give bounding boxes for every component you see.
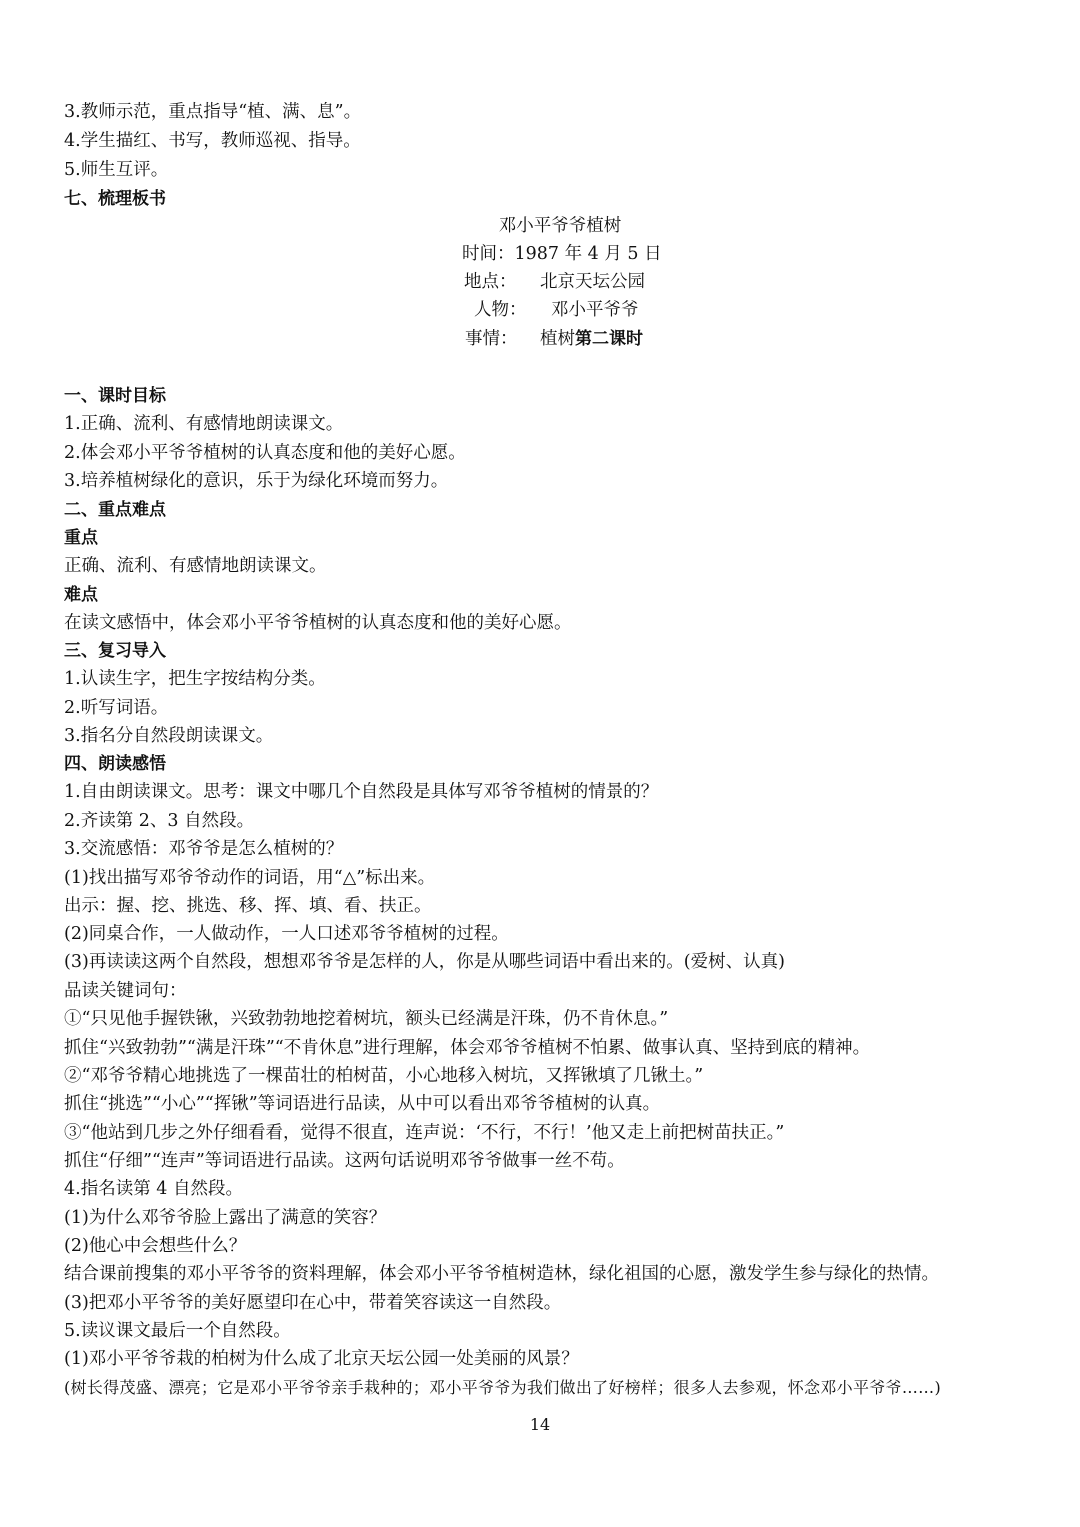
text-line: ①“只见他手握铁锹，兴致勃勃地挖着树坑，额头已经满是汗珠，仍不肯休息。” [64,1009,669,1029]
text-line: (2)他心中会想些什么？ [64,1236,247,1256]
text-line: 3.指名分自然段朗读课文。 [64,726,274,746]
text-line: 5.师生互评。 [64,160,169,180]
text-line: 3.培养植树绿化的意识，乐于为绿化环境而努力。 [64,471,449,491]
text-line: (3)再读读这两个自然段，想想邓爷爷是怎样的人，你是从哪些词语中看出来的。(爱树、认真) [64,952,785,972]
page-number: 14 [529,1415,551,1434]
subheading-difficult: 难点 [64,585,98,605]
section-heading-1: 一、课时目标 [64,386,166,406]
text-line: 1.正确、流利、有感情地朗读课文。 [64,414,344,434]
text-line: 品读关键词句： [64,981,187,1001]
text-line: 3.教师示范，重点指导“植、满、息”。 [64,102,362,122]
section-heading-board: 七、梳理板书 [64,189,166,209]
board-event [540,325,643,353]
text-line: ②“邓爷爷精心地挑选了一棵苗壮的柏树苗，小心地移入树坑，又挥锹填了几锹土。” [64,1066,704,1086]
board-time [462,240,662,268]
subheading-key: 重点 [64,528,98,548]
text-line: (1)为什么邓爷爷脸上露出了满意的笑容？ [64,1208,387,1228]
text-line: 2.听写词语。 [64,698,169,718]
text-line: 抓住“挑选”“小心”“挥锹”等词语进行品读，从中可以看出邓爷爷植树的认真。 [64,1094,661,1114]
text-line: 4.学生描红、书写，教师巡视、指导。 [64,131,361,151]
text-line: 2.体会邓小平爷爷植树的认真态度和他的美好心愿。 [64,443,466,463]
text-line: ③“他站到几步之外仔细看看，觉得不很直，连声说：‘不行，不行！’他又走上前把树苗扶正。” [64,1123,785,1143]
text-line: (树长得茂盛、漂亮；它是邓小平爷爷亲手栽种的；邓小平爷爷为我们做出了好榜样；很多人去参观，怀念邓小平爷爷……) [64,1378,941,1397]
text-line: 5.读议课文最后一个自然段。 [64,1321,291,1341]
text-line: 正确、流利、有感情地朗读课文。 [64,556,327,576]
board-event-value: 植树 [540,329,575,349]
text-line: (3)把邓小平爷爷的美好愿望印在心中，带着笑容读这一自然段。 [64,1293,562,1313]
text-line: (1)找出描写邓爷爷动作的词语，用“△”标出来。 [64,868,436,888]
text-line: 抓住“兴致勃勃”“满是汗珠”“不肯休息”进行理解，体会邓爷爷植树不怕累、做事认真、坚持到底的精神。 [64,1038,871,1058]
board-place-label: 地点： [464,272,517,292]
board-event-label: 事情： [465,329,518,349]
board-person-value: 邓小平爷爷 [551,300,639,320]
text-line: 1.自由朗读课文。思考：课文中哪几个自然段是具体写邓爷爷植树的情景的？ [64,782,659,802]
text-line: 出示：握、挖、挑选、移、挥、填、看、扶正。 [64,896,432,916]
text-line: (1)邓小平爷爷栽的柏树为什么成了北京天坛公园一处美丽的风景？ [64,1349,579,1369]
board-title: 邓小平爷爷植树 [498,216,622,236]
text-line: 1.认读生字，把生字按结构分类。 [64,669,326,689]
text-line: 4.指名读第 4 自然段。 [64,1179,243,1199]
board-person-label: 人物： [474,300,527,320]
board-time-value: 1987 年 4 月 5 日 [514,244,662,264]
second-lesson-title: 第二课时 [575,329,643,349]
text-line: 抓住“仔细”“连声”等词语进行品读。这两句话说明邓爷爷做事一丝不苟。 [64,1151,625,1171]
text-line: 在读文感悟中，体会邓小平爷爷植树的认真态度和他的美好心愿。 [64,613,572,633]
text-line: (2)同桌合作，一人做动作，一人口述邓爷爷植树的过程。 [64,924,509,944]
section-heading-3: 三、复习导入 [64,641,166,661]
text-line: 2.齐读第 2、3 自然段。 [64,811,255,831]
text-line: 结合课前搜集的邓小平爷爷的资料理解，体会邓小平爷爷植树造林，绿化祖国的心愿，激发学生参与绿化的热情。 [64,1264,939,1284]
board-place-value: 北京天坛公园 [540,272,645,292]
text-line: 3.交流感悟：邓爷爷是怎么植树的？ [64,839,344,859]
section-heading-4: 四、朗读感悟 [64,754,166,774]
board-time-label: 时间： [462,244,515,264]
section-heading-2: 二、重点难点 [64,500,166,520]
